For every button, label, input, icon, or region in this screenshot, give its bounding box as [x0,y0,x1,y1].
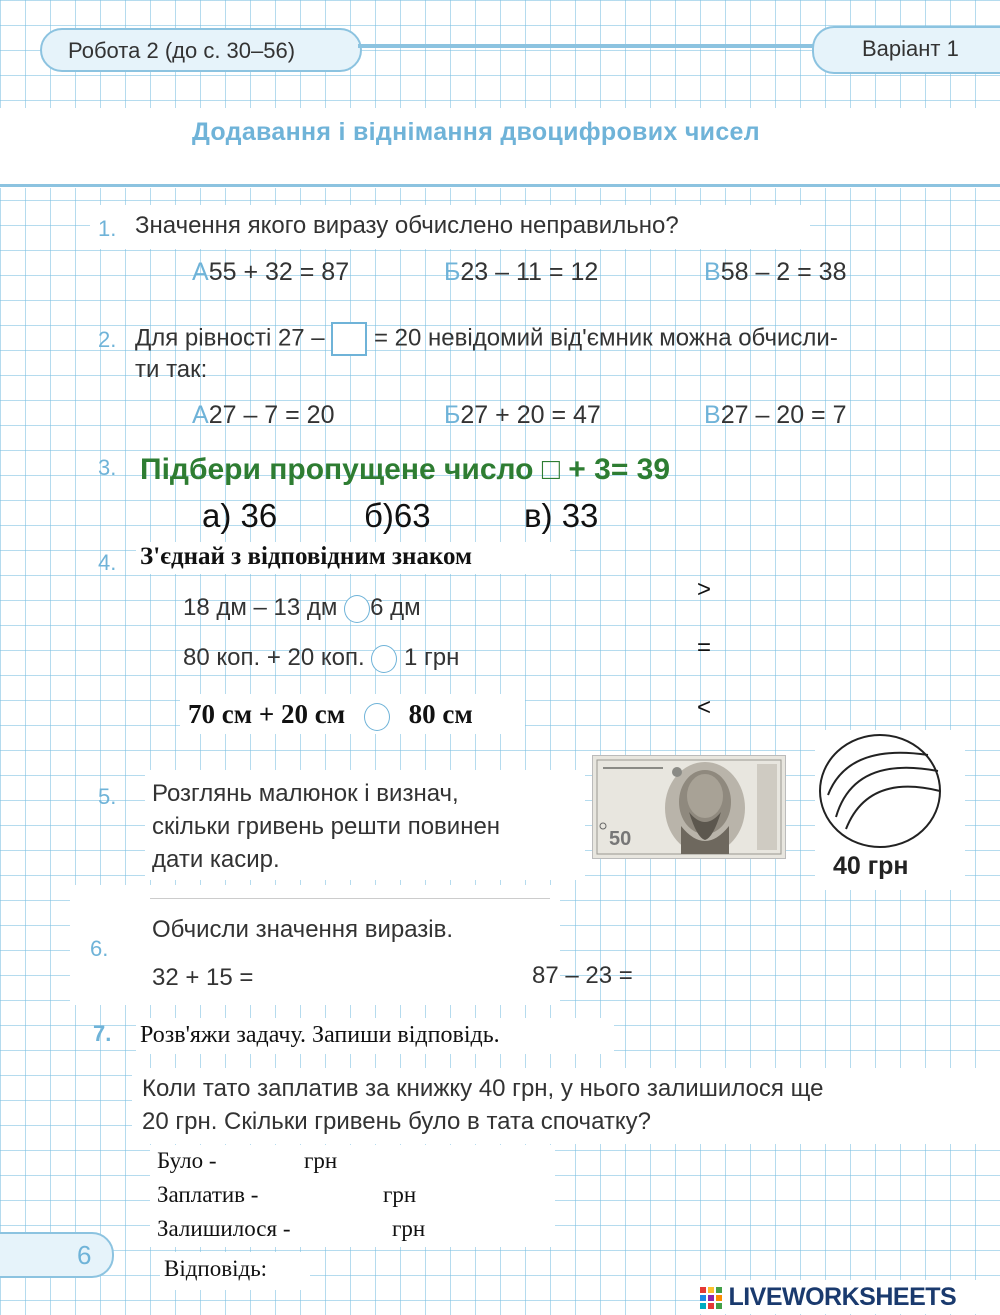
q5-line-1: Розглянь малюнок і визнач, [152,780,459,807]
q6-expr-2: 87 – 23 = [532,962,633,989]
q6-text: Обчисли значення виразів. [152,916,454,943]
q7-answer-label: Відповідь: [164,1256,268,1281]
work-label-pill [40,28,362,72]
page-number: 6 [77,1240,92,1270]
q2-number: 2. [98,327,117,352]
q5-line-2: скільки гривень решти повинен [152,813,501,840]
q4-number: 4. [98,550,117,575]
q4-compare-circle-2[interactable] [371,645,397,673]
q4-instruction: З'єднай з відповідним знаком [140,543,473,570]
q6-divider [150,898,550,899]
q7-problem-line-1: Коли тато заплатив за книжку 40 грн, у нього залишилося ще [142,1075,824,1102]
q7-problem-line-2: 20 грн. Скільки гривень було в тата спочатку? [142,1108,651,1135]
page-subtitle: Додавання і віднімання двоцифрових чисел [192,118,760,146]
q1-option-c[interactable]: В58 – 2 = 38 [704,258,847,286]
q1-option-a[interactable]: А55 + 32 = 87 [192,258,350,286]
q6-expr-1: 32 + 15 = [152,964,254,991]
q3-answer-c[interactable]: в) 33 [524,497,599,534]
q4-sign-equal[interactable]: = [697,634,712,661]
variant-label: Варіант 1 [862,36,959,61]
q4-row-3: 70 см + 20 см 80 см [188,699,473,729]
banknote-value: 50 [609,828,632,850]
q4-compare-circle-1[interactable] [344,595,370,623]
q7-row-3-label: Залишилося - [157,1216,291,1241]
q3-answer-b[interactable]: б)63 [364,497,431,534]
watermark [700,1283,956,1312]
q4-row-2: 80 коп. + 20 коп. 1 грн [183,644,460,671]
page-number-pill [0,1232,114,1278]
q1-option-b[interactable]: Б23 – 11 = 12 [444,258,599,286]
work-label: Робота 2 (до с. 30–56) [68,38,296,63]
q4-sign-greater[interactable]: > [697,576,712,603]
q2-text: Для рівності 27 – = 20 невідомий від'ємник можна обчисли- [135,322,838,356]
q7-number: 7. [93,1021,112,1046]
ball-icon [818,733,943,850]
q7-instruction: Розв'яжи задачу. Запиши відповідь. [140,1022,500,1048]
q2-option-b[interactable]: Б27 + 20 = 47 [444,401,601,429]
q6-bg [70,885,560,1005]
q6-number: 6. [90,936,109,961]
q3-number: 3. [98,455,117,480]
q4-sign-less[interactable]: < [697,694,712,721]
q2-option-a[interactable]: А27 – 7 = 20 [192,401,335,429]
q3-answer-a[interactable]: а) 36 [202,497,278,534]
header-divider [358,44,820,48]
watermark-text: LIVEWORKSHEETS [728,1283,957,1311]
subtitle-divider [0,184,1000,187]
q4-row-1: 18 дм – 13 дм 6 дм [183,594,421,621]
q2-blank-box [331,322,367,356]
q1-number: 1. [98,216,117,241]
q5-number: 5. [98,784,117,809]
q7-row-1-label: Було - [157,1148,217,1173]
q7-row-1-unit: грн [304,1148,338,1173]
q3-text: Підбери пропущене число □ + 3= 39 [140,453,671,486]
q1-text: Значення якого виразу обчислено неправильно? [135,212,679,239]
watermark-logo-icon [700,1285,724,1311]
q4-compare-circle-3[interactable] [364,703,390,731]
q7-row-2-unit: грн [383,1182,417,1207]
ball-price: 40 грн [833,852,909,880]
q2-text-line2: ти так: [135,356,208,383]
q2-option-c[interactable]: В27 – 20 = 7 [704,401,847,429]
banknote-image [592,755,786,859]
q5-line-3: дати касир. [152,846,280,873]
q7-row-2-label: Заплатив - [157,1182,259,1207]
variant-pill [812,26,1000,74]
q7-row-3-unit: грн [392,1216,426,1241]
